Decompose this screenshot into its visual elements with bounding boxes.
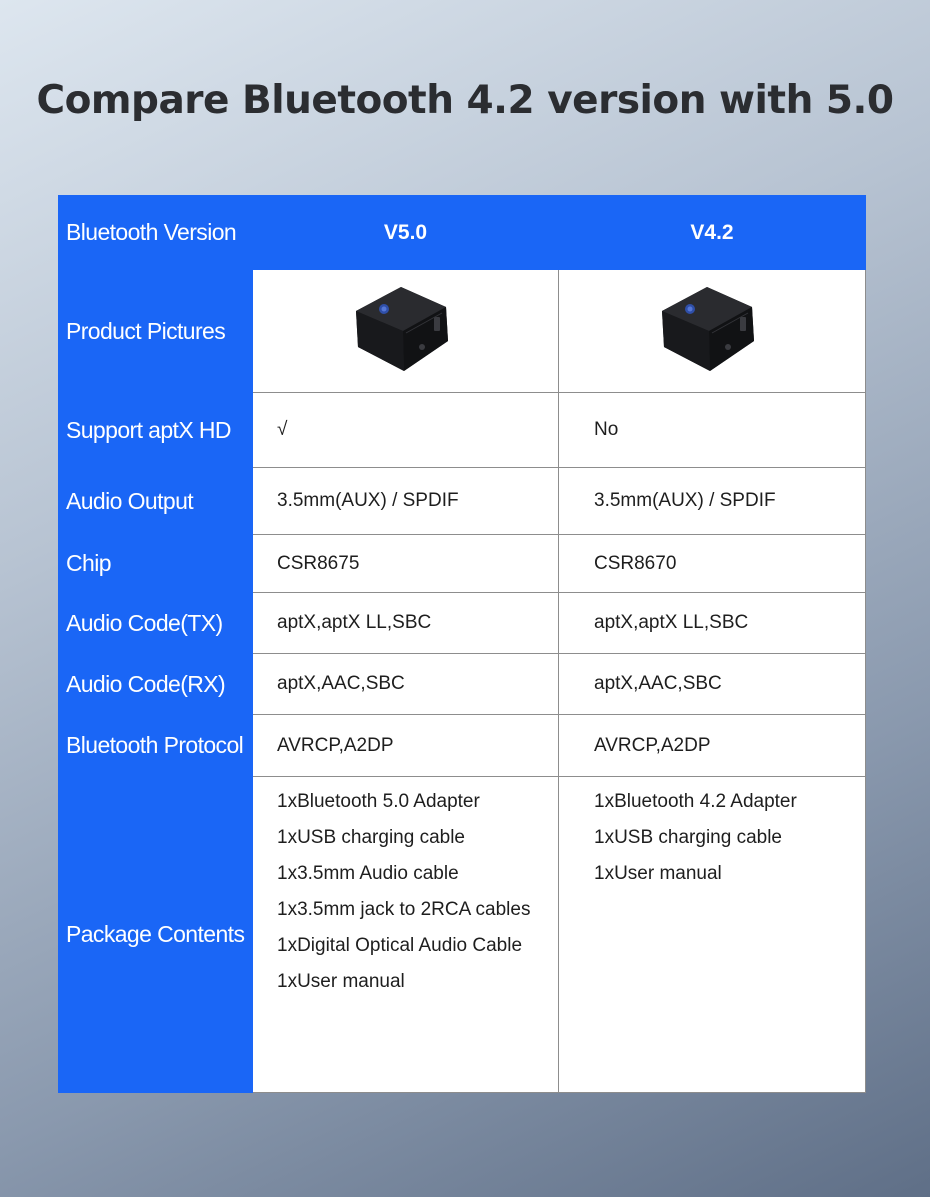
cell-protocol-v50: AVRCP,A2DP: [253, 715, 559, 777]
table-row-pictures: [59, 270, 866, 393]
bluetooth-adapter-v5-image: [346, 279, 466, 379]
comparison-table: [58, 195, 866, 1093]
cell-package-v50: [253, 777, 559, 1093]
cell-protocol-v42: AVRCP,A2DP: [559, 715, 866, 777]
cell-audio-code-rx-v42: aptX,AAC,SBC: [559, 654, 866, 715]
column-header-v42: V4.2: [559, 196, 866, 270]
row-label-aptx-hd: Support aptX HD: [59, 393, 253, 468]
product-picture-v42: [559, 270, 866, 393]
list-item: 1xUSB charging cable: [277, 827, 465, 848]
cell-aptx-hd-v42: No: [559, 393, 866, 468]
list-item: 1x3.5mm Audio cable: [277, 863, 459, 884]
table-row-chip: [59, 535, 866, 593]
list-item: 1xUser manual: [277, 971, 405, 992]
table-row-audio-output: [59, 468, 866, 535]
cell-chip-v50: CSR8675: [253, 535, 559, 593]
cell-audio-output-v50: 3.5mm(AUX) / SPDIF: [253, 468, 559, 535]
cell-audio-code-tx-v42: aptX,aptX LL,SBC: [559, 593, 866, 654]
row-label-chip: Chip: [59, 535, 253, 593]
cell-audio-code-rx-v50: aptX,AAC,SBC: [253, 654, 559, 715]
cell-aptx-hd-v50: √: [253, 393, 559, 468]
cell-audio-output-v42: 3.5mm(AUX) / SPDIF: [559, 468, 866, 535]
page-title: Compare Bluetooth 4.2 version with 5.0: [36, 78, 894, 123]
row-label-audio-code-rx: Audio Code(RX): [59, 654, 253, 715]
list-item: 1xDigital Optical Audio Cable: [277, 935, 523, 956]
table-row-aptx-hd: [59, 393, 866, 468]
row-label-audio-output: Audio Output: [59, 468, 253, 535]
list-item: 1xUser manual: [594, 863, 722, 884]
list-item: 1x3.5mm jack to 2RCA cables: [277, 899, 531, 920]
list-item: 1xBluetooth 4.2 Adapter: [594, 791, 797, 812]
cell-package-v42: [559, 777, 866, 1093]
row-label-package-contents: Package Contents: [59, 777, 253, 1093]
row-label-audio-code-tx: Audio Code(TX): [59, 593, 253, 654]
table-header-row: [59, 196, 866, 270]
cell-chip-v42: CSR8670: [559, 535, 866, 593]
bluetooth-adapter-v42-image: [652, 279, 772, 379]
product-picture-v50: [253, 270, 559, 393]
table-row-audio-code-rx: [59, 654, 866, 715]
row-label-bluetooth-protocol: Bluetooth Protocol: [59, 715, 253, 777]
row-label-bluetooth-version: Bluetooth Version: [59, 196, 253, 270]
cell-audio-code-tx-v50: aptX,aptX LL,SBC: [253, 593, 559, 654]
column-header-v50: V5.0: [253, 196, 559, 270]
list-item: 1xBluetooth 5.0 Adapter: [277, 791, 480, 812]
table-row-package-contents: [59, 777, 866, 1093]
row-label-product-pictures: Product Pictures: [59, 270, 253, 393]
table-row-bluetooth-protocol: [59, 715, 866, 777]
table-row-audio-code-tx: [59, 593, 866, 654]
list-item: 1xUSB charging cable: [594, 827, 782, 848]
